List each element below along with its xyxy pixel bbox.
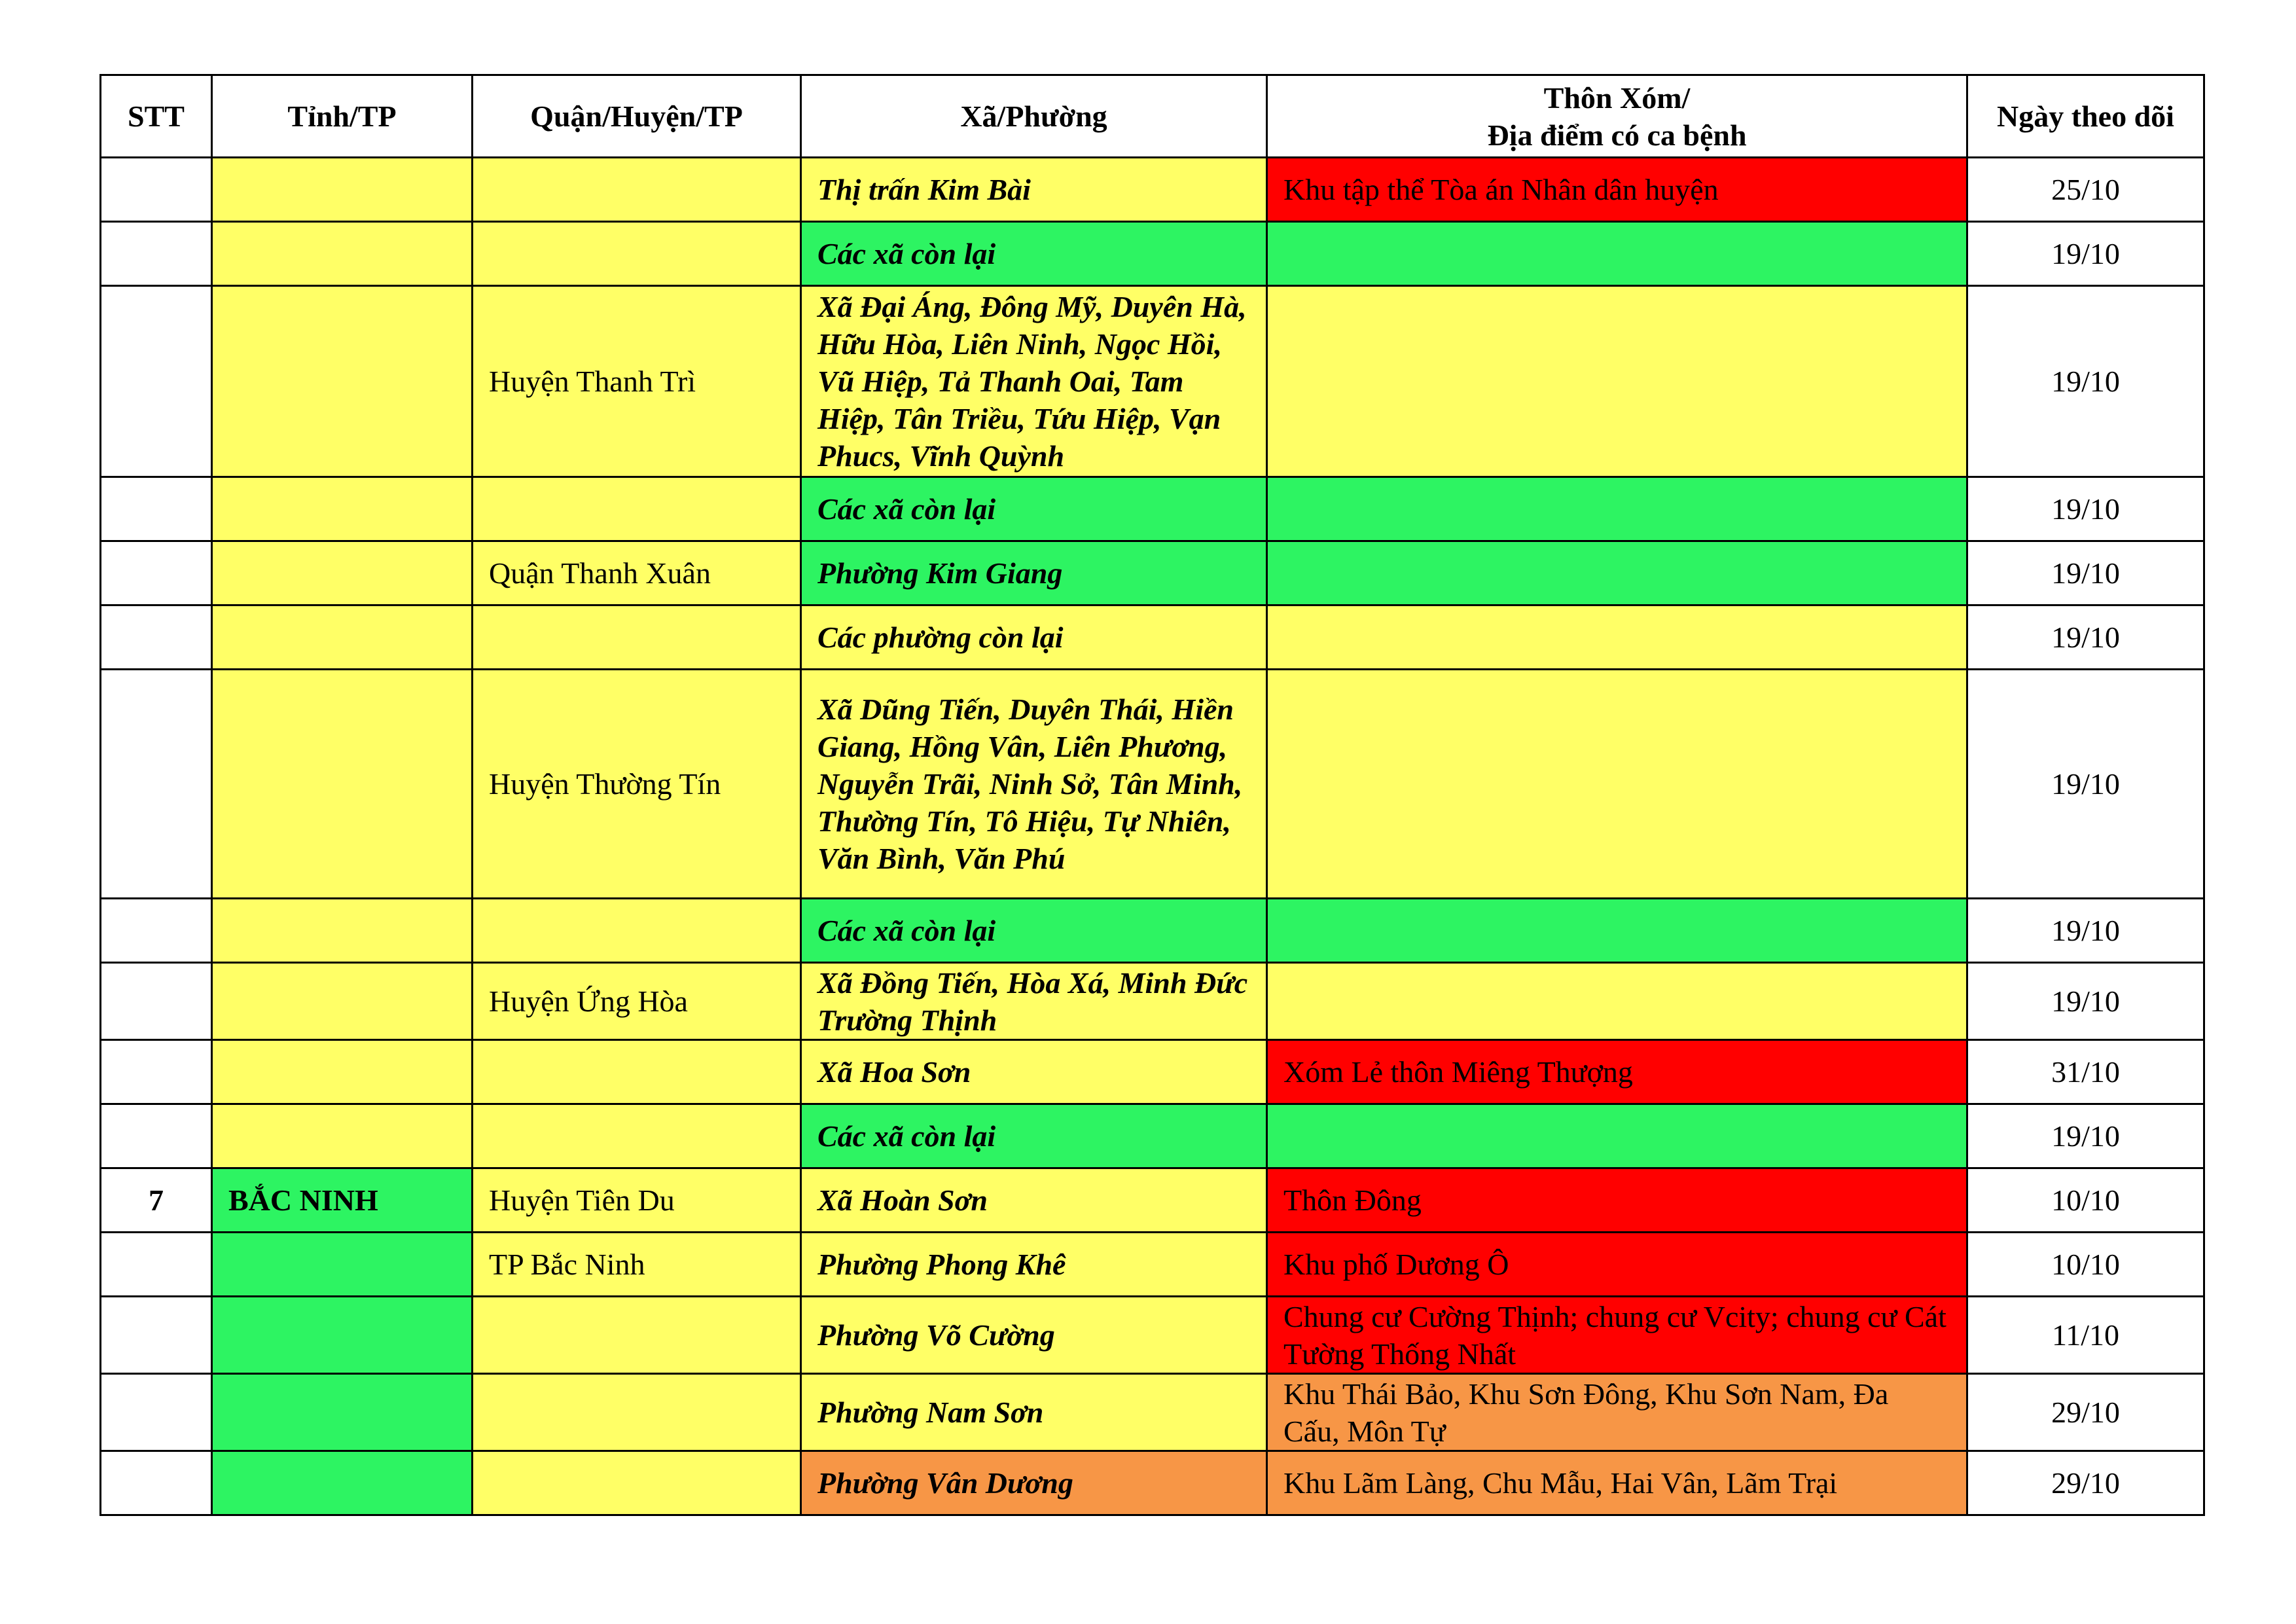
cell-date: 19/10 [1967, 963, 2204, 1040]
cell-province [212, 1297, 473, 1374]
cell-ward: Các xã còn lại [801, 899, 1267, 963]
cell-district [473, 158, 801, 222]
cell-stt [101, 1233, 212, 1297]
cell-province: BẮC NINH [212, 1168, 473, 1233]
cell-stt [101, 1451, 212, 1515]
header-ward: Xã/Phường [801, 75, 1267, 158]
cell-location: Thôn Đông [1267, 1168, 1967, 1233]
cell-province [212, 1040, 473, 1104]
cell-stt [101, 222, 212, 286]
table-row [101, 222, 2204, 286]
header-date: Ngày theo dõi [1967, 75, 2204, 158]
cell-province [212, 605, 473, 670]
table-row [101, 1233, 2204, 1297]
cell-date: 19/10 [1967, 899, 2204, 963]
table-row [101, 899, 2204, 963]
cell-date: 19/10 [1967, 222, 2204, 286]
table-row [101, 541, 2204, 605]
cell-province [212, 963, 473, 1040]
cell-ward: Xã Hoa Sơn [801, 1040, 1267, 1104]
table-row [101, 605, 2204, 670]
cell-ward: Phường Phong Khê [801, 1233, 1267, 1297]
cell-ward: Các xã còn lại [801, 1104, 1267, 1168]
cell-location [1267, 286, 1967, 477]
cell-location: Xóm Lẻ thôn Miêng Thượng [1267, 1040, 1967, 1104]
cell-stt [101, 1104, 212, 1168]
cell-province [212, 158, 473, 222]
table-header-row [101, 75, 2204, 158]
cell-stt [101, 541, 212, 605]
cell-province [212, 222, 473, 286]
header-location-line1: Thôn Xóm/ [1543, 81, 1691, 115]
cell-ward: Phường Vân Dương [801, 1451, 1267, 1515]
cell-district: Huyện Ứng Hòa [473, 963, 801, 1040]
header-location [1267, 75, 1967, 158]
cell-province [212, 1451, 473, 1515]
cell-date: 25/10 [1967, 158, 2204, 222]
cell-ward: Xã Đại Áng, Đông Mỹ, Duyên Hà, Hữu Hòa, Liên Ninh, Ngọc Hồi, Vũ Hiệp, Tả Thanh Oai, Tam Hiệp, Tân Triều, Tứu Hiệp, Vạn Phucs, Vĩnh Quỳnh [801, 286, 1267, 477]
cell-date: 10/10 [1967, 1233, 2204, 1297]
cell-district [473, 605, 801, 670]
cell-district: TP Bắc Ninh [473, 1233, 801, 1297]
cell-location: Chung cư Cường Thịnh; chung cư Vcity; chung cư Cát Tường Thống Nhất [1267, 1297, 1967, 1374]
cell-province [212, 541, 473, 605]
cell-ward: Xã Hoàn Sơn [801, 1168, 1267, 1233]
cell-stt [101, 670, 212, 899]
cell-date: 10/10 [1967, 1168, 2204, 1233]
cell-location: Khu phố Dương Ô [1267, 1233, 1967, 1297]
cell-district: Quận Thanh Xuân [473, 541, 801, 605]
cell-ward: Các phường còn lại [801, 605, 1267, 670]
cell-ward: Thị trấn Kim Bài [801, 158, 1267, 222]
cell-district [473, 1297, 801, 1374]
cell-date: 19/10 [1967, 1104, 2204, 1168]
header-stt: STT [101, 75, 212, 158]
cell-location [1267, 477, 1967, 541]
table-row [101, 1451, 2204, 1515]
table-row [101, 1104, 2204, 1168]
cell-stt [101, 1297, 212, 1374]
cell-date: 19/10 [1967, 541, 2204, 605]
cell-district [473, 1451, 801, 1515]
cell-location: Khu Lãm Làng, Chu Mẫu, Hai Vân, Lãm Trại [1267, 1451, 1967, 1515]
cell-date: 19/10 [1967, 670, 2204, 899]
cell-location [1267, 605, 1967, 670]
table-row [101, 1168, 2204, 1233]
table-row [101, 477, 2204, 541]
cell-ward: Phường Nam Sơn [801, 1374, 1267, 1451]
cell-province [212, 477, 473, 541]
cell-province [212, 1374, 473, 1451]
cell-province [212, 670, 473, 899]
table-row [101, 963, 2204, 1040]
table-row [101, 670, 2204, 899]
header-location-line2: Địa điểm có ca bệnh [1487, 118, 1747, 152]
cell-date: 29/10 [1967, 1374, 2204, 1451]
table-row [101, 286, 2204, 477]
cell-ward: Phường Võ Cường [801, 1297, 1267, 1374]
cell-date: 19/10 [1967, 477, 2204, 541]
cell-district [473, 222, 801, 286]
cell-province [212, 286, 473, 477]
header-district: Quận/Huyện/TP [473, 75, 801, 158]
cell-district: Huyện Thường Tín [473, 670, 801, 899]
table-row [101, 158, 2204, 222]
cell-district: Huyện Thanh Trì [473, 286, 801, 477]
cell-district [473, 899, 801, 963]
cell-location: Khu Thái Bảo, Khu Sơn Đông, Khu Sơn Nam, Đa Cấu, Môn Tự [1267, 1374, 1967, 1451]
cell-district [473, 1374, 801, 1451]
cell-ward: Các xã còn lại [801, 477, 1267, 541]
cell-location [1267, 899, 1967, 963]
risk-zone-table [99, 74, 2205, 1516]
table-row [101, 1297, 2204, 1374]
table-row [101, 1040, 2204, 1104]
cell-date: 19/10 [1967, 286, 2204, 477]
cell-province [212, 1104, 473, 1168]
cell-stt [101, 477, 212, 541]
cell-district [473, 1040, 801, 1104]
cell-stt [101, 1374, 212, 1451]
cell-location: Khu tập thể Tòa án Nhân dân huyện [1267, 158, 1967, 222]
cell-date: 11/10 [1967, 1297, 2204, 1374]
cell-district [473, 477, 801, 541]
cell-ward: Các xã còn lại [801, 222, 1267, 286]
cell-province [212, 899, 473, 963]
cell-district [473, 1104, 801, 1168]
cell-province [212, 1233, 473, 1297]
cell-stt [101, 963, 212, 1040]
cell-location [1267, 1104, 1967, 1168]
cell-ward: Phường Kim Giang [801, 541, 1267, 605]
cell-location [1267, 222, 1967, 286]
cell-ward: Xã Đồng Tiến, Hòa Xá, Minh Đức Trường Thịnh [801, 963, 1267, 1040]
cell-stt [101, 1040, 212, 1104]
cell-district: Huyện Tiên Du [473, 1168, 801, 1233]
cell-stt [101, 899, 212, 963]
cell-ward: Xã Dũng Tiến, Duyên Thái, Hiền Giang, Hồng Vân, Liên Phương, Nguyễn Trãi, Ninh Sở, Tân Minh, Thường Tín, Tô Hiệu, Tự Nhiên, Văn Bình, Văn Phú [801, 670, 1267, 899]
table-row [101, 1374, 2204, 1451]
cell-stt: 7 [101, 1168, 212, 1233]
cell-stt [101, 286, 212, 477]
cell-location [1267, 670, 1967, 899]
cell-location [1267, 541, 1967, 605]
cell-stt [101, 605, 212, 670]
cell-location [1267, 963, 1967, 1040]
cell-stt [101, 158, 212, 222]
cell-date: 19/10 [1967, 605, 2204, 670]
cell-date: 29/10 [1967, 1451, 2204, 1515]
header-province: Tỉnh/TP [212, 75, 473, 158]
cell-date: 31/10 [1967, 1040, 2204, 1104]
